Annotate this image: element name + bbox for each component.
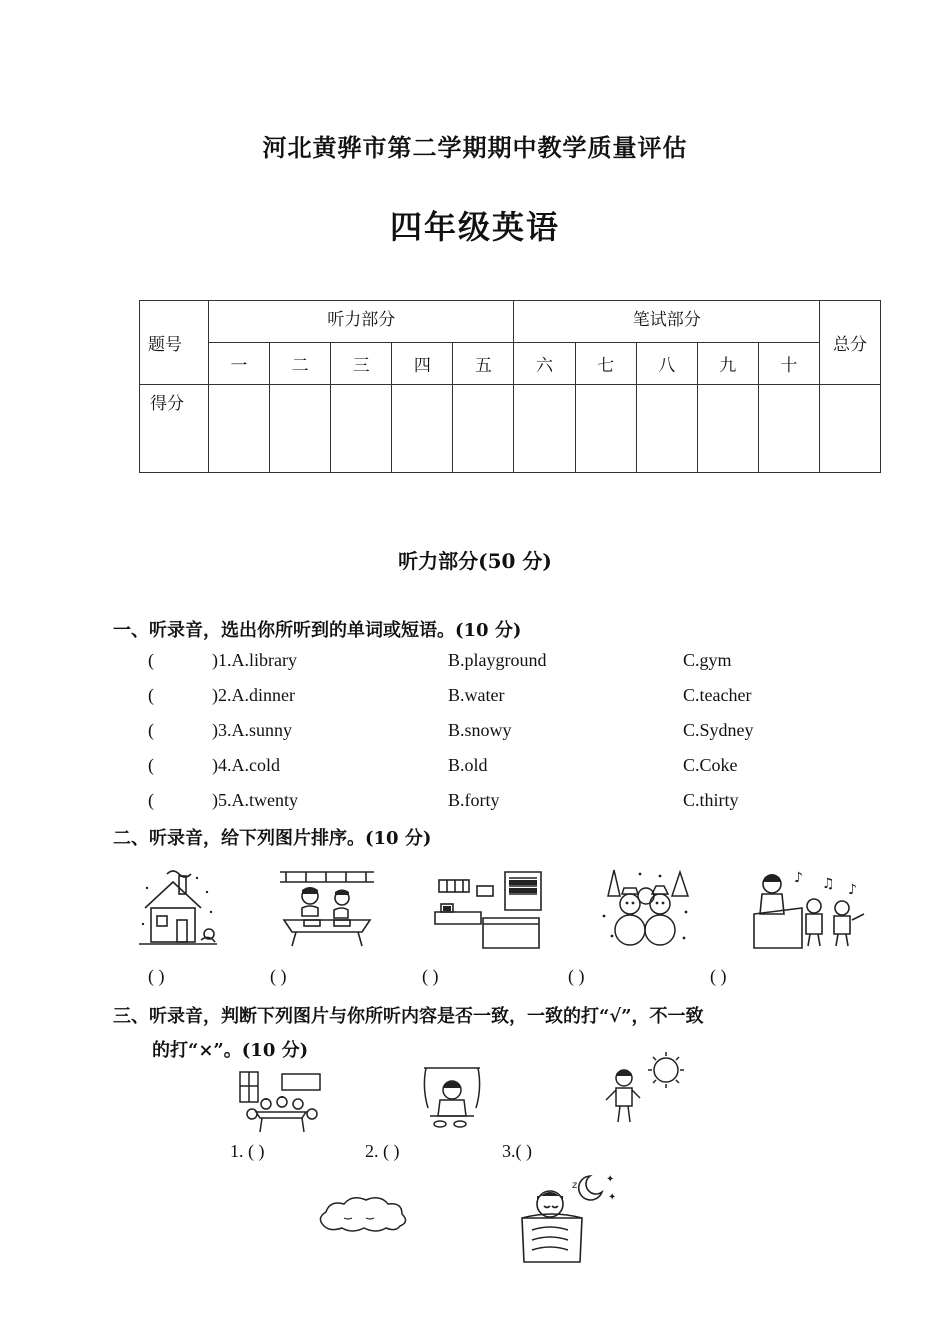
svg-text:♪: ♪ xyxy=(794,870,803,886)
order-blank[interactable]: ( ) xyxy=(148,966,165,986)
score-cell[interactable] xyxy=(331,385,392,473)
option-b: B.water xyxy=(448,685,505,705)
row-label-question-number: 题号 xyxy=(140,301,209,385)
score-cell[interactable] xyxy=(820,385,881,473)
score-table xyxy=(139,300,881,473)
page-title: 河北黄骅市第二学期期中教学质量评估 xyxy=(262,133,688,162)
option-a: )4.A.cold xyxy=(212,755,280,775)
order-blank[interactable]: ( ) xyxy=(710,966,727,986)
row-label-score: 得分 xyxy=(140,385,209,473)
option-a: )2.A.dinner xyxy=(212,685,295,705)
score-cell[interactable] xyxy=(209,385,270,473)
score-cell[interactable] xyxy=(697,385,758,473)
svg-text:✦: ✦ xyxy=(608,1192,617,1203)
score-cell[interactable] xyxy=(575,385,636,473)
cloudy-picture xyxy=(314,1196,410,1236)
option-c: C.Sydney xyxy=(683,720,754,740)
q2-heading: 二、听录音，给下列图片排序。(10 分) xyxy=(113,828,432,849)
col-number: 八 xyxy=(636,343,697,385)
listening-header: 听力部分 xyxy=(209,301,514,343)
score-cell[interactable] xyxy=(636,385,697,473)
answer-paren[interactable]: ( xyxy=(148,790,154,810)
score-cell[interactable] xyxy=(392,385,453,473)
order-blank[interactable]: ( ) xyxy=(568,966,585,986)
option-c: C.thirty xyxy=(683,790,739,810)
col-number: 六 xyxy=(514,343,575,385)
music-class-picture xyxy=(750,868,866,950)
q3-heading-line2: 的打“×”。(10 分) xyxy=(152,1040,309,1061)
svg-text:♫: ♫ xyxy=(822,876,835,892)
total-header: 总分 xyxy=(820,301,881,385)
answer-paren[interactable]: ( xyxy=(148,755,154,775)
judge-blank[interactable]: 1. ( ) xyxy=(230,1141,265,1161)
snowmen-picture xyxy=(600,866,692,950)
answer-paren[interactable]: ( xyxy=(148,720,154,740)
hot-sunny-picture xyxy=(604,1050,692,1126)
option-a: )3.A.sunny xyxy=(212,720,292,740)
option-c: C.teacher xyxy=(683,685,752,705)
answer-paren[interactable]: ( xyxy=(148,685,154,705)
option-b: B.old xyxy=(448,755,488,775)
svg-text:♪: ♪ xyxy=(848,882,857,898)
option-a: )5.A.twenty xyxy=(212,790,298,810)
option-b: B.playground xyxy=(448,650,547,670)
svg-text:✦: ✦ xyxy=(606,1174,615,1185)
col-number: 七 xyxy=(575,343,636,385)
house-in-snow-picture xyxy=(137,868,219,950)
svg-text:z: z xyxy=(572,1180,578,1191)
col-number: 四 xyxy=(392,343,453,385)
classroom-kids-picture xyxy=(236,1068,324,1134)
score-cell[interactable] xyxy=(758,385,819,473)
col-number: 三 xyxy=(331,343,392,385)
judge-blank[interactable]: 2. ( ) xyxy=(365,1141,400,1161)
q3-heading-line1: 三、听录音，判断下列图片与你所听内容是否一致，一致的打“√”，不一致 xyxy=(113,1006,704,1027)
child-eating-picture xyxy=(420,1066,484,1130)
option-c: C.Coke xyxy=(683,755,738,775)
score-cell[interactable] xyxy=(453,385,514,473)
writing-header: 笔试部分 xyxy=(514,301,820,343)
option-b: B.forty xyxy=(448,790,500,810)
col-number: 一 xyxy=(209,343,270,385)
answer-paren[interactable]: ( xyxy=(148,650,154,670)
col-number: 九 xyxy=(697,343,758,385)
col-number: 五 xyxy=(453,343,514,385)
order-blank[interactable]: ( ) xyxy=(422,966,439,986)
option-a: )1.A.library xyxy=(212,650,297,670)
section-title: 听力部分(50 分) xyxy=(398,549,552,573)
q1-heading: 一、听录音，选出你所听到的单词或短语。(10 分) xyxy=(113,620,522,641)
order-blank[interactable]: ( ) xyxy=(270,966,287,986)
score-cell[interactable] xyxy=(270,385,331,473)
classroom-picture xyxy=(433,868,543,950)
children-eating-picture xyxy=(276,868,378,948)
score-cell[interactable] xyxy=(514,385,575,473)
judge-blank[interactable]: 3.( ) xyxy=(502,1141,532,1161)
sleeping-picture xyxy=(518,1170,617,1266)
option-c: C.gym xyxy=(683,650,732,670)
col-number: 十 xyxy=(758,343,819,385)
col-number: 二 xyxy=(270,343,331,385)
page-subtitle: 四年级英语 xyxy=(389,208,560,246)
option-b: B.snowy xyxy=(448,720,512,740)
